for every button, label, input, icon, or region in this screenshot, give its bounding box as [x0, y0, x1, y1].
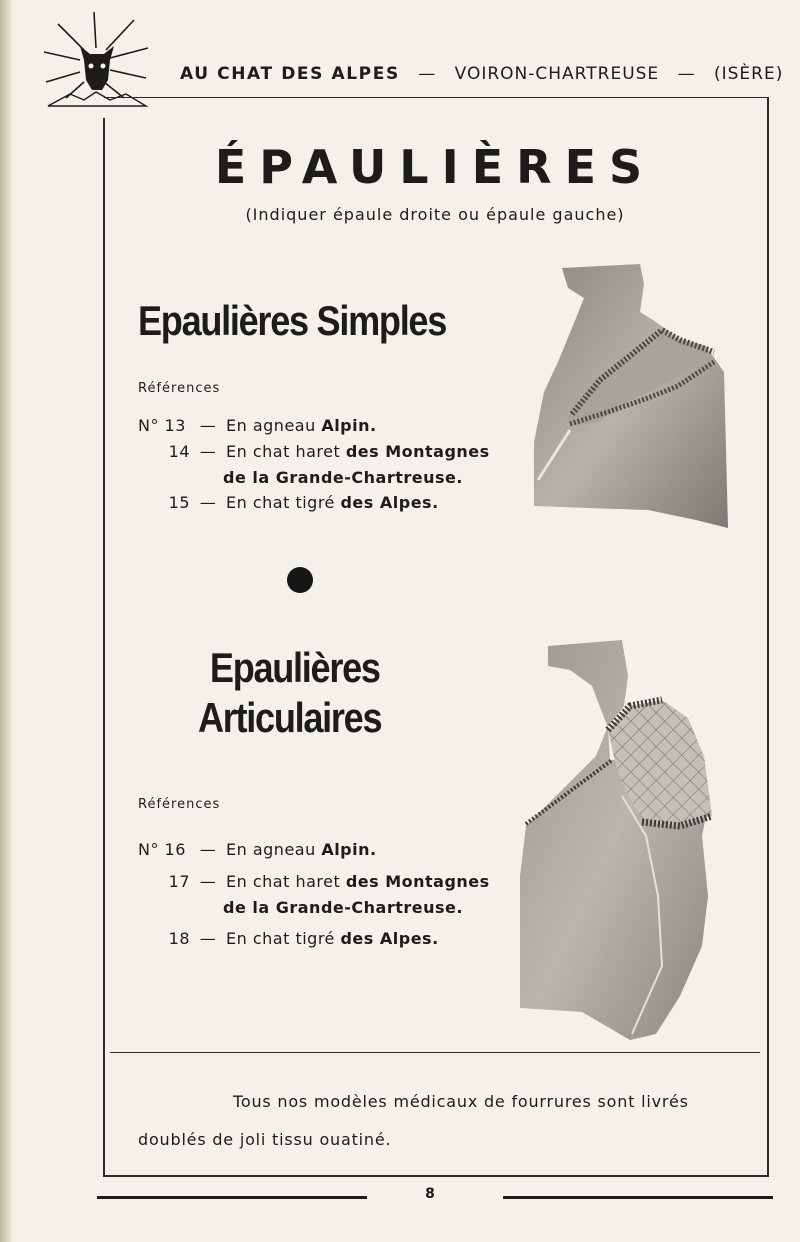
- ref-dash: —: [199, 840, 217, 859]
- section2-title-line1: Epaulières: [209, 644, 380, 691]
- ref-number: 15: [168, 493, 190, 512]
- page-spine: [0, 0, 12, 1242]
- shop-location: VOIRON-CHARTREUSE: [454, 64, 660, 84]
- ref-text: En chat tigré: [226, 493, 341, 512]
- ref-text-bold: des Montagnes: [345, 872, 490, 891]
- shop-region: (ISÈRE): [713, 64, 784, 84]
- section2-title-line2: Articulaires: [198, 694, 382, 741]
- page-title: ÉPAULIÈRES: [214, 140, 656, 194]
- ref-text: En agneau: [226, 840, 322, 859]
- ref-text-bold: des Alpes.: [340, 929, 439, 948]
- section-separator-bullet: [287, 567, 313, 593]
- ref-item: [138, 493, 439, 512]
- section2-title: [198, 643, 381, 743]
- shop-header: [180, 64, 784, 88]
- ref-number: N° 13: [138, 416, 186, 435]
- ref-text: En chat haret: [226, 872, 346, 891]
- top-rule: [104, 97, 768, 98]
- shoulder-pad-articular-illustration: [512, 636, 718, 1040]
- ref-text-bold: des Montagnes: [345, 442, 490, 461]
- header-dash: —: [677, 64, 696, 84]
- ref-item: [138, 929, 439, 948]
- ref-text: En chat tigré: [226, 929, 341, 948]
- ref-dash: —: [199, 416, 217, 435]
- ref-item: [138, 416, 377, 435]
- ref-number: 17: [168, 872, 190, 891]
- header-dash: —: [418, 64, 437, 84]
- section1-refs-label: Références: [138, 381, 221, 396]
- section1-title: Epaulières Simples: [138, 297, 447, 344]
- frame-right: [767, 97, 769, 1176]
- ref-text: En chat haret: [226, 442, 346, 461]
- page-subtitle: (Indiquer épaule droite ou épaule gauche): [245, 205, 625, 224]
- ref-item: [138, 872, 490, 891]
- ref-dash: —: [199, 872, 217, 891]
- bottom-rule-left: [97, 1196, 367, 1199]
- ref-text-bold: des Alpes.: [340, 493, 439, 512]
- frame-left: [103, 118, 105, 1176]
- ref-item: [138, 840, 377, 859]
- page-number: 8: [425, 1186, 435, 1202]
- ref-dash: —: [199, 493, 217, 512]
- ref-item-continued: [223, 468, 463, 487]
- bottom-rule-right: [503, 1196, 773, 1199]
- ref-dash: —: [199, 442, 217, 461]
- footer-note: Tous nos modèles médicaux de fourrures sont livrés doublés de joli tissu ouatiné.: [138, 1092, 689, 1149]
- shop-name: AU CHAT DES ALPES: [180, 64, 400, 84]
- frame-bottom: [103, 1175, 769, 1177]
- ref-text-bold: de la Grande-Chartreuse.: [223, 468, 463, 487]
- ref-number: N° 16: [138, 840, 186, 859]
- ref-dash: —: [199, 929, 217, 948]
- ref-number: 14: [168, 442, 190, 461]
- ref-text-bold: de la Grande-Chartreuse.: [223, 898, 463, 917]
- ref-item-continued: [223, 898, 463, 917]
- footer-rule: [110, 1052, 760, 1053]
- ref-text: En agneau: [226, 416, 322, 435]
- ref-text-bold: Alpin.: [321, 840, 377, 859]
- ref-item: [138, 442, 490, 461]
- section2-refs-label: Références: [138, 797, 221, 812]
- shoulder-pad-simple-illustration: [528, 262, 732, 532]
- ref-number: 18: [168, 929, 190, 948]
- ref-text-bold: Alpin.: [321, 416, 377, 435]
